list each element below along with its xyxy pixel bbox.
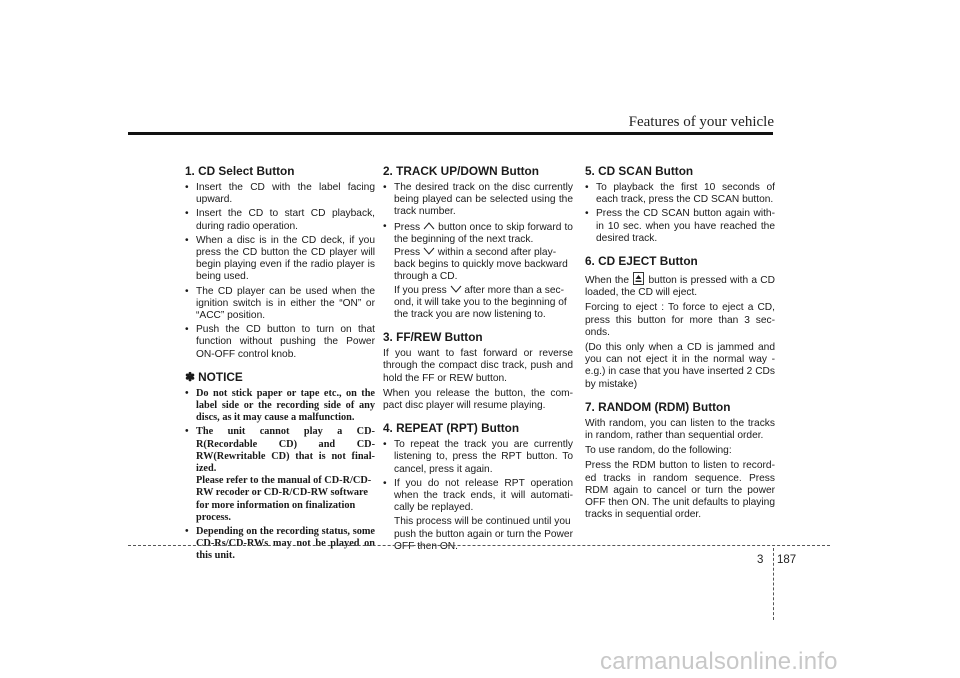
paragraph: With random, you can listen to the tracks in random, rather than sequential order. [585, 417, 775, 442]
paragraph: Forcing to eject : To force to eject a CD, press this button for more than 3 sec-onds. [585, 302, 775, 338]
list-item: • Insert the CD with the label facing upward. [185, 182, 375, 206]
list-item: • To repeat the track you are currently listening to, press the RPT button. To cancel, press it again. [383, 439, 573, 476]
cd-select-list [185, 182, 375, 361]
section-heading-random: 7. RANDOM (RDM) Button [585, 399, 731, 414]
footer-divider [773, 548, 774, 620]
paragraph: To use random, do the following: [585, 445, 732, 457]
chevron-up-icon [423, 221, 435, 231]
list-item: • When a disc is in the CD deck, if you press the CD button the CD player will begin playing even if the radio player is being used. [185, 235, 375, 284]
text-fragment: within a second after play-back begins to quickly move backward through a CD. [394, 247, 568, 283]
track-list [383, 182, 573, 321]
text-fragment: When the [585, 275, 629, 287]
text-fragment: Press [394, 247, 421, 259]
sub-paragraph [394, 246, 573, 284]
watermark: carmanualsonline.info [600, 648, 838, 675]
text-fragment: Press [394, 221, 421, 233]
list-item: • Push the CD button to turn on that function without pushing the Power ON-OFF control knob. [185, 324, 375, 361]
list-item: • To playback the first 10 seconds of each track, press the CD SCAN button. [585, 182, 775, 206]
eject-icon [633, 272, 644, 285]
sub-paragraph: This process will be continued until you push the button again or turn the Power OFF then ON. [394, 516, 573, 552]
list-item: • The CD player can be used when the ignition switch is in either the “ON” or “ACC” position. [185, 286, 375, 323]
notice-list [185, 388, 375, 563]
paragraph: If you want to fast forward or reverse through the compact disc track, push and hold the FF or REW button. [383, 348, 573, 384]
text-fragment: after more than a sec-ond, it will take you to the beginning of the track you are now listening to. [394, 284, 567, 321]
section-heading-cd-select: 1. CD Select Button [185, 164, 295, 178]
page-number: 187 [777, 554, 797, 566]
section-heading-cd-scan: 5. CD SCAN Button [585, 164, 694, 178]
sub-paragraph [394, 284, 573, 322]
chevron-down-icon [450, 284, 462, 294]
section-heading-cd-eject: 6. CD EJECT Button [585, 254, 698, 269]
list-item [383, 478, 573, 553]
page-header-title: Features of your vehicle [628, 114, 774, 130]
list-item: • Press the CD SCAN button again with-in 10 sec. when you have reached the desired track. [585, 208, 775, 245]
text-fragment: button once to skip forward to the beginning of the next track. [394, 221, 573, 245]
paragraph: (Do this only when a CD is jammed and you can not eject it in the normal way - e.g.) in case that you have inserted 2 CDs by mistake) [585, 342, 775, 390]
list-item: • The desired track on the disc currently being played can be selected using the track number. [383, 182, 573, 219]
section-heading-repeat: 4. REPEAT (RPT) Button [383, 421, 520, 436]
list-item: • Depending on the recording status, some CD-Rs/CD-RWs may not be played on this unit. [185, 526, 375, 563]
list-item: • Insert the CD to start CD playback, during radio operation. [185, 208, 375, 232]
column-3 [585, 164, 775, 524]
list-item: • Do not stick paper or tape etc., on the label side or the recording side of any discs, as it may cause a malfunction. [185, 388, 375, 425]
scan-list [585, 182, 775, 245]
notice-heading: ✽ NOTICE [185, 369, 243, 384]
text-fragment: button is pressed with a CD loaded, the CD will eject. [585, 275, 775, 299]
section-heading-ff-rew: 3. FF/REW Button [383, 330, 483, 345]
column-2 [383, 164, 573, 555]
chevron-down-icon [423, 246, 435, 256]
section-number: 3 [757, 554, 764, 566]
column-1 [185, 164, 375, 565]
footer-rule [128, 545, 830, 546]
repeat-list [383, 439, 573, 553]
notice-text: Please refer to the manual of CD-R/CD-RW recoder or CD-R/CD-RW software for more information on finalization process. [196, 475, 372, 523]
list-item [383, 221, 573, 322]
paragraph: When you release the button, the com-pact disc player will resume playing. [383, 387, 573, 412]
list-item [185, 426, 375, 524]
notice-text: The unit cannot play a CD-R(Recordable CD) and CD-RW(Rewritable CD) that is not final-ized. [196, 426, 375, 475]
paragraph: Press the RDM button to listen to record-ed tracks in random sequence. Press RDM again to cancel or turn the power OFF then ON. The unit defaults to playing tracks in sequential order. [585, 460, 775, 521]
text-fragment: If you do not release RPT operation when the track ends, it will automati-cally be replayed. [394, 477, 573, 514]
section-heading-track: 2. TRACK UP/DOWN Button [383, 164, 539, 178]
paragraph [585, 272, 775, 299]
header-rule [128, 132, 773, 135]
text-fragment: If you press [394, 284, 447, 296]
